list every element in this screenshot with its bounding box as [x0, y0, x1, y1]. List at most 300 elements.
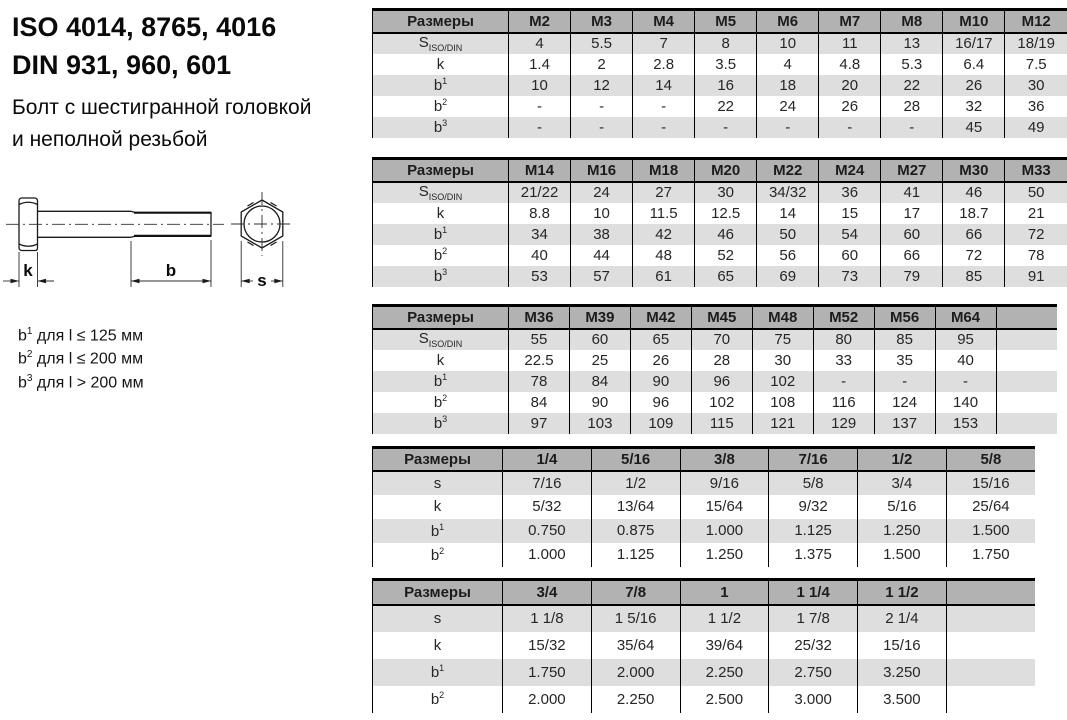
size-header: 7/16	[769, 448, 858, 471]
value-cell: -	[819, 117, 881, 138]
value-cell: 3.000	[769, 686, 858, 713]
value-cell: 28	[691, 350, 752, 371]
bolt-diagram	[0, 183, 332, 315]
dimension-label: $b^2$	[373, 392, 509, 413]
value-cell: 16	[695, 75, 757, 96]
value-cell: 140	[935, 392, 996, 413]
dimension-row	[373, 471, 1036, 495]
value-cell: 1 5/16	[591, 605, 680, 632]
dimension-label: $b^3$	[373, 117, 509, 138]
value-cell: 65	[630, 329, 691, 350]
value-cell: 102	[691, 392, 752, 413]
size-header: M24	[819, 159, 881, 182]
value-cell: 42	[633, 224, 695, 245]
value-cell: 4	[757, 54, 819, 75]
dimension-label: s	[373, 471, 503, 495]
value-cell: 36	[1005, 96, 1067, 117]
value-cell: 52	[695, 245, 757, 266]
sizes-column-header: Размеры	[373, 580, 503, 605]
bolt-end-view	[231, 192, 293, 256]
footnotes	[18, 322, 144, 392]
standard-title-din: DIN 931, 960, 601	[12, 50, 232, 80]
dimension-row	[373, 96, 1067, 117]
value-cell: 8	[695, 33, 757, 54]
value-cell: 48	[633, 245, 695, 266]
value-cell: 1.250	[680, 543, 769, 567]
value-cell: 6.4	[943, 54, 1005, 75]
dim-table	[372, 578, 1035, 713]
dimension-label: $b^2$	[373, 245, 509, 266]
dim-label-b: b	[165, 261, 177, 280]
size-header: M12	[1005, 10, 1067, 33]
size-header: M45	[691, 306, 752, 329]
size-header: M20	[695, 159, 757, 182]
metric-table-m2-m12	[372, 8, 1067, 138]
value-cell: 3.5	[695, 54, 757, 75]
title-block	[12, 8, 276, 84]
value-cell: 25/32	[769, 632, 858, 659]
value-cell: 21/22	[509, 182, 571, 203]
value-cell: 22	[881, 75, 943, 96]
value-cell: 20	[819, 75, 881, 96]
value-cell: 70	[691, 329, 752, 350]
note-b1: $b^1$ для l ≤ 125 мм	[18, 326, 144, 345]
value-cell: 90	[569, 392, 630, 413]
value-cell: 7.5	[1005, 54, 1067, 75]
value-cell: 79	[881, 266, 943, 287]
value-cell: 2.750	[769, 659, 858, 686]
dimension-row	[373, 203, 1067, 224]
value-cell: 14	[757, 203, 819, 224]
size-header: M30	[943, 159, 1005, 182]
dimension-row	[373, 543, 1036, 567]
value-cell: 26	[943, 75, 1005, 96]
value-cell: 91	[1005, 266, 1067, 287]
size-header: M39	[569, 306, 630, 329]
dimension-label: k	[373, 632, 503, 659]
size-header: M56	[874, 306, 935, 329]
dimension-row	[373, 519, 1036, 543]
value-cell: 80	[813, 329, 874, 350]
value-cell: -	[571, 96, 633, 117]
value-cell: 57	[571, 266, 633, 287]
value-cell: 9/32	[769, 495, 858, 519]
dimension-label: $b^1$	[373, 224, 509, 245]
value-cell: 2.000	[591, 659, 680, 686]
value-cell: 36	[819, 182, 881, 203]
size-header: M5	[695, 10, 757, 33]
dimension-row	[373, 413, 1058, 434]
value-cell: 66	[943, 224, 1005, 245]
sizes-column-header: Размеры	[373, 448, 503, 471]
dimension-label: $b^1$	[373, 371, 509, 392]
value-cell: 38	[571, 224, 633, 245]
size-header: M8	[881, 10, 943, 33]
size-header: M52	[813, 306, 874, 329]
value-cell: 26	[630, 350, 691, 371]
value-cell: 61	[633, 266, 695, 287]
value-cell: 15	[819, 203, 881, 224]
value-cell: 72	[1005, 224, 1067, 245]
value-cell: 95	[935, 329, 996, 350]
dim-table	[372, 446, 1035, 567]
dimension-label: $b^2$	[373, 543, 503, 567]
value-cell: 2.000	[503, 686, 592, 713]
dimension-row	[373, 245, 1067, 266]
value-cell: 66	[881, 245, 943, 266]
value-cell: 32	[943, 96, 1005, 117]
value-cell: 5.5	[571, 33, 633, 54]
value-cell: 78	[509, 371, 570, 392]
value-cell: 8.8	[509, 203, 571, 224]
dimension-row	[373, 75, 1067, 96]
value-cell: 44	[571, 245, 633, 266]
value-cell: 1.000	[503, 543, 592, 567]
value-cell: -	[935, 371, 996, 392]
value-cell: 30	[695, 182, 757, 203]
value-cell: 54	[819, 224, 881, 245]
value-cell: 78	[1005, 245, 1067, 266]
dimension-row	[373, 117, 1067, 138]
value-cell: 15/64	[680, 495, 769, 519]
metric-table-m14-m33	[372, 157, 1067, 287]
dimension-row	[373, 371, 1058, 392]
value-cell: 50	[1005, 182, 1067, 203]
table-header-row	[373, 580, 1036, 605]
dimension-label: s	[373, 605, 503, 632]
size-header: M4	[633, 10, 695, 33]
value-cell: 18/19	[1005, 33, 1067, 54]
dimension-label: $b^1$	[373, 659, 503, 686]
dimension-row	[373, 182, 1067, 203]
value-cell: 16/17	[943, 33, 1005, 54]
dim-label-s: s	[257, 271, 267, 290]
value-cell: 84	[569, 371, 630, 392]
value-cell: 2.500	[680, 686, 769, 713]
value-cell: 96	[630, 392, 691, 413]
size-header: M42	[630, 306, 691, 329]
size-header: M64	[935, 306, 996, 329]
sizes-column-header: Размеры	[373, 306, 509, 329]
value-cell: 1.4	[509, 54, 571, 75]
value-cell: 60	[819, 245, 881, 266]
dimension-label: $b^3$	[373, 266, 509, 287]
value-cell: 15/32	[503, 632, 592, 659]
dimension-label: $S_{ISO/DIN}$	[373, 33, 509, 54]
dimension-label: $b^2$	[373, 686, 503, 713]
value-cell	[996, 413, 1057, 434]
value-cell: 102	[752, 371, 813, 392]
dimension-label: $b^3$	[373, 413, 509, 434]
value-cell: 84	[509, 392, 570, 413]
value-cell: 5/8	[769, 471, 858, 495]
dim-b	[131, 240, 211, 287]
value-cell: 56	[757, 245, 819, 266]
value-cell: 85	[874, 329, 935, 350]
dimension-label: $S_{ISO/DIN}$	[373, 329, 509, 350]
value-cell: 11	[819, 33, 881, 54]
sizes-column-header: Размеры	[373, 159, 509, 182]
value-cell: 50	[757, 224, 819, 245]
value-cell	[996, 392, 1057, 413]
value-cell: 12	[571, 75, 633, 96]
value-cell: 25	[569, 350, 630, 371]
value-cell: 5/32	[503, 495, 592, 519]
size-header: 1	[680, 580, 769, 605]
value-cell: 9/16	[680, 471, 769, 495]
sizes-column-header: Размеры	[373, 10, 509, 33]
value-cell: -	[509, 117, 571, 138]
dim-table	[372, 157, 1067, 287]
value-cell: 7	[633, 33, 695, 54]
value-cell: 2	[571, 54, 633, 75]
dimension-row	[373, 54, 1067, 75]
value-cell: 115	[691, 413, 752, 434]
value-cell: 97	[509, 413, 570, 434]
value-cell: 4.8	[819, 54, 881, 75]
value-cell: 24	[571, 182, 633, 203]
size-header: M36	[509, 306, 570, 329]
value-cell: 35/64	[591, 632, 680, 659]
size-header: 7/8	[591, 580, 680, 605]
value-cell: 3/4	[858, 471, 947, 495]
value-cell: 7/16	[503, 471, 592, 495]
value-cell: 25/64	[946, 495, 1035, 519]
value-cell: 10	[509, 75, 571, 96]
value-cell: 13/64	[591, 495, 680, 519]
size-header: 1 1/4	[769, 580, 858, 605]
value-cell: 15/16	[858, 632, 947, 659]
value-cell: 69	[757, 266, 819, 287]
size-header: 3/4	[503, 580, 592, 605]
dimension-label: k	[373, 495, 503, 519]
value-cell: 2.8	[633, 54, 695, 75]
value-cell: 109	[630, 413, 691, 434]
value-cell: 1.750	[503, 659, 592, 686]
value-cell: 1.125	[591, 543, 680, 567]
size-header: 1/4	[503, 448, 592, 471]
size-header: 1 1/2	[858, 580, 947, 605]
value-cell: 72	[943, 245, 1005, 266]
size-header: M6	[757, 10, 819, 33]
value-cell: 108	[752, 392, 813, 413]
value-cell: 13	[881, 33, 943, 54]
value-cell: 40	[509, 245, 571, 266]
value-cell: 3.250	[858, 659, 947, 686]
value-cell: 24	[757, 96, 819, 117]
dim-table	[372, 304, 1057, 434]
dimension-row	[373, 350, 1058, 371]
dimension-label: $S_{ISO/DIN}$	[373, 182, 509, 203]
value-cell	[946, 632, 1035, 659]
size-header: M16	[571, 159, 633, 182]
size-header: M7	[819, 10, 881, 33]
dimension-row	[373, 659, 1036, 686]
value-cell: 121	[752, 413, 813, 434]
value-cell: -	[881, 117, 943, 138]
value-cell: 27	[633, 182, 695, 203]
subtitle-line-1: Болт с шестигранной головкой	[12, 96, 312, 119]
value-cell: 1.250	[858, 519, 947, 543]
dimension-label: $b^1$	[373, 75, 509, 96]
value-cell: 2.250	[680, 659, 769, 686]
metric-table-m36-m64	[372, 304, 1057, 434]
dimension-row	[373, 33, 1067, 54]
value-cell: 4	[509, 33, 571, 54]
size-header: M18	[633, 159, 695, 182]
value-cell: 22	[695, 96, 757, 117]
value-cell: 26	[819, 96, 881, 117]
value-cell	[946, 605, 1035, 632]
dimension-label: k	[373, 203, 509, 224]
value-cell: 3.500	[858, 686, 947, 713]
size-header: M48	[752, 306, 813, 329]
dimension-label: $b^2$	[373, 96, 509, 117]
value-cell: 2 1/4	[858, 605, 947, 632]
size-header: 5/16	[591, 448, 680, 471]
value-cell: 21	[1005, 203, 1067, 224]
value-cell	[946, 686, 1035, 713]
table-header-row	[373, 159, 1067, 182]
value-cell: 46	[943, 182, 1005, 203]
value-cell: 129	[813, 413, 874, 434]
value-cell: -	[874, 371, 935, 392]
dimension-row	[373, 686, 1036, 713]
value-cell: 2.250	[591, 686, 680, 713]
value-cell: -	[633, 117, 695, 138]
value-cell: 22.5	[509, 350, 570, 371]
bolt-side-view	[6, 198, 224, 251]
value-cell	[946, 659, 1035, 686]
dimension-row	[373, 224, 1067, 245]
value-cell: 17	[881, 203, 943, 224]
value-cell: 45	[943, 117, 1005, 138]
size-header: 5/8	[946, 448, 1035, 471]
value-cell: 12.5	[695, 203, 757, 224]
imperial-table-quarter-to-5-8	[372, 446, 1035, 567]
value-cell: -	[757, 117, 819, 138]
value-cell: 1 7/8	[769, 605, 858, 632]
value-cell: 28	[881, 96, 943, 117]
size-header: M2	[509, 10, 571, 33]
standard-title-iso: ISO 4014, 8765, 4016	[12, 12, 277, 42]
size-header: M27	[881, 159, 943, 182]
value-cell: 0.750	[503, 519, 592, 543]
dimension-row	[373, 495, 1036, 519]
value-cell: 11.5	[633, 203, 695, 224]
table-header-row	[373, 306, 1058, 329]
value-cell: 39/64	[680, 632, 769, 659]
value-cell: 1/2	[591, 471, 680, 495]
value-cell: 10	[571, 203, 633, 224]
value-cell: 60	[881, 224, 943, 245]
note-b3: $b^3$ для l > 200 мм	[18, 372, 144, 391]
table-header-row	[373, 10, 1067, 33]
value-cell: 103	[569, 413, 630, 434]
value-cell: 1 1/8	[503, 605, 592, 632]
value-cell: -	[509, 96, 571, 117]
value-cell: 1 1/2	[680, 605, 769, 632]
value-cell: 53	[509, 266, 571, 287]
value-cell: 49	[1005, 117, 1067, 138]
value-cell	[996, 371, 1057, 392]
value-cell	[996, 350, 1057, 371]
value-cell: -	[695, 117, 757, 138]
value-cell: 41	[881, 182, 943, 203]
size-header: 3/8	[680, 448, 769, 471]
value-cell: 18	[757, 75, 819, 96]
value-cell: 1.125	[769, 519, 858, 543]
size-header: M22	[757, 159, 819, 182]
size-header: M10	[943, 10, 1005, 33]
size-header: M14	[509, 159, 571, 182]
value-cell: 46	[695, 224, 757, 245]
size-header	[996, 306, 1057, 329]
dimension-row	[373, 329, 1058, 350]
bolt-drawing-svg	[0, 183, 332, 315]
value-cell: 1.500	[946, 519, 1035, 543]
dimension-label: k	[373, 54, 509, 75]
dim-table	[372, 8, 1067, 138]
value-cell: 60	[569, 329, 630, 350]
table-header-row	[373, 448, 1036, 471]
value-cell: 18.7	[943, 203, 1005, 224]
subtitle-block	[12, 92, 311, 156]
value-cell: 30	[1005, 75, 1067, 96]
value-cell: 34/32	[757, 182, 819, 203]
size-header	[946, 580, 1035, 605]
value-cell: 33	[813, 350, 874, 371]
value-cell: 1.000	[680, 519, 769, 543]
value-cell: 116	[813, 392, 874, 413]
value-cell: 1.750	[946, 543, 1035, 567]
value-cell: 1.500	[858, 543, 947, 567]
value-cell: 153	[935, 413, 996, 434]
value-cell: 55	[509, 329, 570, 350]
dim-k	[3, 252, 54, 287]
subtitle-line-2: и неполной резьбой	[12, 128, 208, 151]
value-cell: 34	[509, 224, 571, 245]
value-cell: 0.875	[591, 519, 680, 543]
dimension-label: $b^1$	[373, 519, 503, 543]
value-cell: 40	[935, 350, 996, 371]
value-cell: 1.375	[769, 543, 858, 567]
value-cell	[996, 329, 1057, 350]
value-cell: 124	[874, 392, 935, 413]
value-cell: -	[571, 117, 633, 138]
value-cell: 65	[695, 266, 757, 287]
dimension-row	[373, 605, 1036, 632]
value-cell: 73	[819, 266, 881, 287]
value-cell: 14	[633, 75, 695, 96]
size-header: M3	[571, 10, 633, 33]
value-cell: 90	[630, 371, 691, 392]
value-cell: 75	[752, 329, 813, 350]
value-cell: 30	[752, 350, 813, 371]
note-b2: $b^2$ для l ≤ 200 мм	[18, 349, 144, 368]
dimension-label: k	[373, 350, 509, 371]
value-cell: 85	[943, 266, 1005, 287]
value-cell: 96	[691, 371, 752, 392]
size-header: M33	[1005, 159, 1067, 182]
imperial-table-3-4-to-1-1-2	[372, 578, 1035, 713]
dim-label-k: k	[23, 261, 33, 280]
dimension-row	[373, 632, 1036, 659]
value-cell: -	[633, 96, 695, 117]
value-cell: -	[813, 371, 874, 392]
dimension-row	[373, 266, 1067, 287]
value-cell: 10	[757, 33, 819, 54]
